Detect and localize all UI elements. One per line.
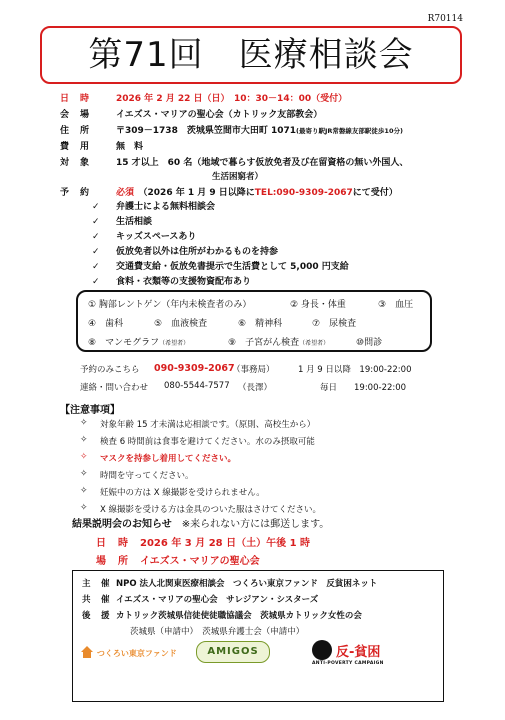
checklist-item: 仮放免者以外は住所がわかるものを持参 <box>116 247 279 257</box>
exam-cervical: ⑨ 子宮がん検査 <box>228 338 300 348</box>
exam-item: ① 胸部レントゲン（年内未検査者のみ） <box>88 300 252 310</box>
sponsor-value: NPO 法人北関東医療相談会 つくろい東京ファンド 反貧困ネット <box>116 579 378 589</box>
reservation-text-before: （2026 年 1 月 9 日以降に <box>143 188 255 198</box>
notes-heading: 【注意事項】 <box>60 405 120 416</box>
note-item: X 線撮影を受ける方は金具のついた服はさけてください。 <box>100 505 322 515</box>
result-heading <box>72 515 329 530</box>
contact-who: （長澤） <box>238 383 273 393</box>
result-date-label: 日 時 <box>96 538 129 549</box>
address-text: 〒309－1738 茨城県笠間市大田町 1071 <box>116 126 297 136</box>
check-icon: ✓ <box>92 247 100 257</box>
checklist-item: 弁護士による無料相談会 <box>116 202 216 212</box>
reservation-value <box>116 186 398 201</box>
note-item: 時間を守ってください。 <box>100 471 194 481</box>
reservation-label: 予 約 <box>60 188 91 198</box>
target-value: 15 才以上 60 名（地域で暮らす仮放免者及び在留資格の無い外国人、 <box>116 158 409 168</box>
target-value-line2: 生活困窮者） <box>212 172 264 182</box>
diamond-icon: ✧ <box>80 503 88 513</box>
result-place-label: 場 所 <box>96 556 129 567</box>
diamond-icon: ✧ <box>80 452 88 462</box>
support-label: 後 援 <box>82 611 111 621</box>
exam-item: ⑦ 尿検査 <box>312 319 357 329</box>
result-note: ※来られない方には郵送します。 <box>181 519 330 530</box>
address-value <box>116 124 403 139</box>
exam-item: ⑤ 血液検査 <box>154 319 208 329</box>
note-item: 妊娠中の方は X 線撮影を受けられません。 <box>100 488 265 498</box>
check-icon: ✓ <box>92 217 100 227</box>
reservation-tel: TEL:090-9309-2067 <box>254 188 353 198</box>
cosponsor-value: イエズス・マリアの聖心会 サレジアン・シスターズ <box>116 595 319 605</box>
support-value: カトリック茨城県信徒使徒職協議会 茨城県カトリック女性の会 <box>116 611 362 621</box>
checklist-item: 交通費支給・仮放免書提示で生活費として 5,000 円支給 <box>116 262 349 272</box>
check-icon: ✓ <box>92 202 100 212</box>
note-item-mask: マスクを持参し着用してください。 <box>100 454 237 464</box>
exam-item: ⑩問診 <box>356 338 383 348</box>
note-item: 対象年齢 15 才未満は応相談です。（原則、高校生から） <box>100 420 316 430</box>
result-title: 結果説明会のお知らせ <box>72 519 172 530</box>
fee-label: 費 用 <box>60 142 91 152</box>
checklist-item: 食料・衣類等の支援物資配布あり <box>116 277 252 287</box>
amigos-logo-text: AMIGOS <box>207 646 259 657</box>
diamond-icon: ✧ <box>80 486 88 496</box>
exam-item: ② 身長・体重 <box>290 300 346 310</box>
venue-label: 会 場 <box>60 110 91 120</box>
contact-number[interactable]: 090-9309-2067 <box>154 363 235 374</box>
diamond-icon: ✧ <box>80 435 88 445</box>
hanhinkon-mark-icon <box>312 640 332 660</box>
hanhinkon-logo-text: 反-貧困 <box>336 645 381 660</box>
venue-value: イエズス・マリアの聖心会（カトリック友部教会） <box>116 110 323 120</box>
support-value-line2: 茨城県（申請中） 茨城県弁護士会（申請中） <box>130 627 305 637</box>
exam-item: ⑥ 精神科 <box>238 319 283 329</box>
exam-item: ④ 歯科 <box>88 319 124 329</box>
reservation-text-after: にて受付） <box>352 188 398 198</box>
result-date-value: 2026 年 3 月 28 日（土）午後 1 時 <box>140 538 311 549</box>
check-icon: ✓ <box>92 262 100 272</box>
cosponsor-label: 共 催 <box>82 595 111 605</box>
exam-item <box>228 335 329 348</box>
exam-item: ③ 血圧 <box>378 300 414 310</box>
amigos-logo <box>196 641 270 663</box>
checklist-item: キッズスペースあり <box>116 232 197 242</box>
fee-value: 無 料 <box>116 142 144 152</box>
exam-note: （希望者） <box>159 340 190 347</box>
result-place-value: イエズス・マリアの聖心会 <box>140 556 260 567</box>
contact-time: 1 月 9 日以降 19:00-22:00 <box>298 365 412 375</box>
exam-note: （希望者） <box>299 340 330 347</box>
check-icon: ✓ <box>92 232 100 242</box>
reservation-required: 必須 <box>116 188 135 198</box>
contact-time: 毎日 19:00-22:00 <box>320 383 407 393</box>
contact-who: （事務局） <box>232 365 275 375</box>
address-access-note: (最寄り駅JR常磐線友部駅徒歩10分) <box>296 127 403 135</box>
note-item: 検査 6 時間前は食事を避けてください。水のみ摂取可能 <box>100 437 315 447</box>
exam-mammography: ⑧ マンモグラフ <box>88 338 160 348</box>
checklist-item: 生活相談 <box>116 217 153 227</box>
contact-label: 連絡・問い合わせ <box>80 383 149 393</box>
house-icon <box>80 645 94 662</box>
date-value: 2026 年 2 月 22 日（日） 10：30－14：00（受付） <box>116 94 348 104</box>
contact-label: 予約のみこちら <box>80 365 140 375</box>
tsukuroi-logo <box>80 645 177 662</box>
page-title: 第71回 医療相談会 <box>88 35 414 75</box>
document-code: R70114 <box>427 14 463 24</box>
target-label: 対 象 <box>60 158 91 168</box>
date-label: 日 時 <box>60 94 91 104</box>
check-icon: ✓ <box>92 277 100 287</box>
contact-number[interactable]: 080-5544-7577 <box>164 381 230 391</box>
diamond-icon: ✧ <box>80 469 88 479</box>
sponsor-label: 主 催 <box>82 579 111 589</box>
diamond-icon: ✧ <box>80 418 88 428</box>
address-label: 住 所 <box>60 126 91 136</box>
tsukuroi-logo-text: つくろい東京ファンド <box>96 649 177 658</box>
exam-item <box>88 335 189 348</box>
hanhinkon-logo-subtitle: ANTI-POVERTY CAMPAIGN <box>312 661 384 666</box>
